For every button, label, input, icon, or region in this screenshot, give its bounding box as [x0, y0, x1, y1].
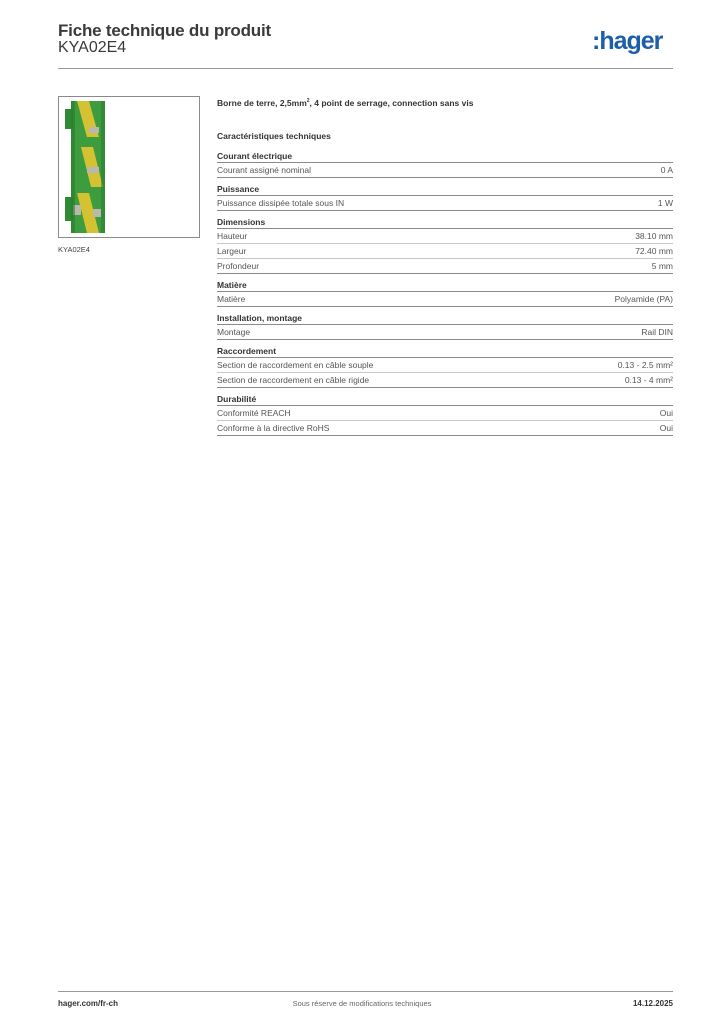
spec-label: Montage — [217, 327, 251, 337]
product-description: Borne de terre, $2,5mm^2$, 4 point de serrage, connection sans vis — [217, 97, 474, 108]
spec-row — [217, 373, 673, 388]
spec-value: 0.13 - 2.5 mm² — [617, 360, 673, 370]
spec-section — [217, 184, 673, 211]
characteristics-list — [217, 151, 673, 436]
spec-value: Oui — [659, 423, 673, 433]
logo-text: :hager — [592, 27, 663, 55]
spec-value: 38.10 mm — [635, 231, 673, 241]
spec-section-title: Raccordement — [217, 346, 673, 358]
spec-row — [217, 358, 673, 373]
spec-label: Profondeur — [217, 261, 260, 271]
spec-label: Conformité REACH — [217, 408, 291, 418]
spec-label: Courant assigné nominal — [217, 165, 312, 175]
spec-section-title: Dimensions — [217, 217, 673, 229]
spec-row — [217, 244, 673, 259]
spec-section — [217, 394, 673, 436]
spec-section-title: Installation, montage — [217, 313, 673, 325]
footer-notice: Sous réserve de modifications techniques — [292, 999, 432, 1008]
spec-value: Oui — [659, 408, 673, 418]
spec-label: Puissance dissipée totale sous IN — [217, 198, 345, 208]
spec-value: Polyamide (PA) — [614, 294, 673, 304]
product-details — [217, 96, 673, 436]
spec-label: Section de raccordement en câble souple — [217, 360, 374, 370]
spec-section — [217, 151, 673, 178]
spec-value: 72.40 mm — [635, 246, 673, 256]
image-caption: KYA02E4 — [58, 245, 90, 254]
footer-divider — [58, 991, 673, 992]
spec-row — [217, 259, 673, 274]
spec-label: Matière — [217, 294, 246, 304]
page-title: Fiche technique du produit — [58, 21, 271, 40]
spec-value: 5 mm — [651, 261, 673, 271]
spec-row — [217, 229, 673, 244]
spec-value: 1 W — [657, 198, 673, 208]
spec-row — [217, 406, 673, 421]
spec-label: Hauteur — [217, 231, 248, 241]
spec-value: Rail DIN — [641, 327, 673, 337]
spec-section-title: Courant électrique — [217, 151, 673, 163]
spec-section — [217, 280, 673, 307]
spec-label: Conforme à la directive RoHS — [217, 423, 330, 433]
spec-section — [217, 346, 673, 388]
product-image — [58, 96, 200, 238]
product-reference: KYA02E4 — [58, 39, 127, 56]
spec-section-title: Matière — [217, 280, 673, 292]
spec-section-title: Durabilité — [217, 394, 673, 406]
header-divider — [58, 68, 673, 69]
spec-row — [217, 196, 673, 211]
spec-label: Section de raccordement en câble rigide — [217, 375, 370, 385]
spec-row — [217, 292, 673, 307]
footer-website: hager.com/fr-ch — [58, 999, 119, 1008]
hager-logo — [592, 27, 674, 57]
characteristics-heading: Caractéristiques techniques — [217, 131, 331, 141]
spec-row — [217, 325, 673, 340]
footer-date: 14.12.2025 — [632, 999, 673, 1008]
spec-value: 0 A — [660, 165, 673, 175]
terminal-block-illustration — [59, 97, 199, 237]
spec-section-title: Puissance — [217, 184, 673, 196]
spec-row — [217, 163, 673, 178]
spec-value: 0.13 - 4 mm² — [624, 375, 673, 385]
spec-label: Largeur — [217, 246, 247, 256]
spec-section — [217, 217, 673, 274]
spec-row — [217, 421, 673, 436]
spec-section — [217, 313, 673, 340]
